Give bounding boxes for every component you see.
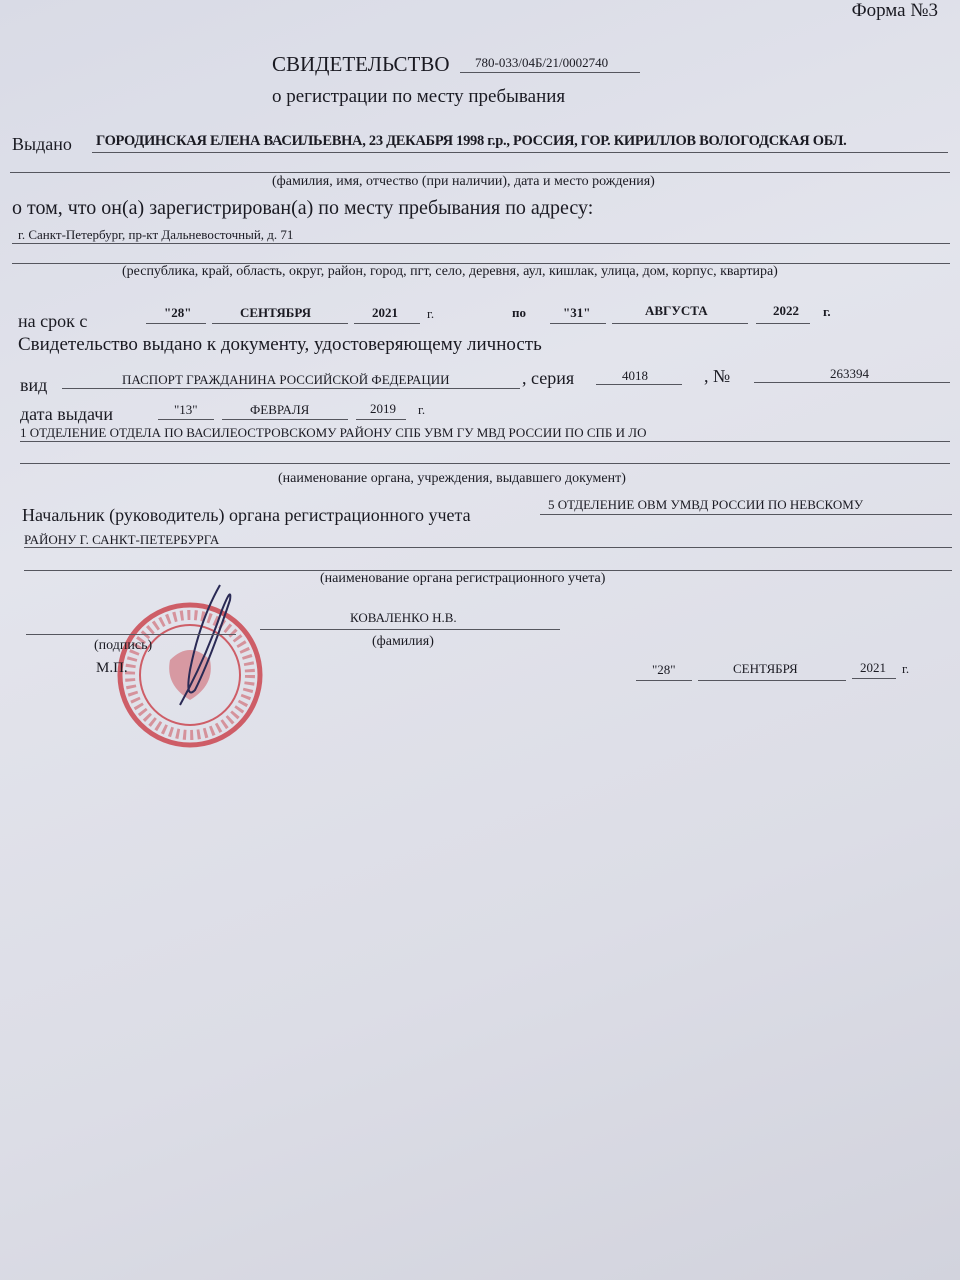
- issued-to-label: Выдано: [12, 134, 72, 154]
- period-to-year: 2022: [773, 303, 799, 318]
- underline: [10, 172, 950, 173]
- sign-date-day: "28": [652, 662, 676, 677]
- underline: [354, 323, 420, 324]
- doc-type-value: ПАСПОРТ ГРАЖДАНИНА РОССИЙСКОЙ ФЕДЕРАЦИИ: [122, 372, 450, 387]
- sign-date-suffix: г.: [902, 661, 910, 676]
- document-title: СВИДЕТЕЛЬСТВО: [272, 52, 450, 76]
- seal-label: М.П.: [96, 660, 128, 676]
- underline: [852, 678, 896, 679]
- underline: [20, 441, 950, 442]
- identity-heading: Свидетельство выдано к документу, удостоверяющему личность: [18, 334, 542, 355]
- underline: [158, 419, 214, 420]
- doc-issuer-value: 1 ОТДЕЛЕНИЕ ОТДЕЛА ПО ВАСИЛЕОСТРОВСКОМУ РАЙОНУ СПБ УВМ ГУ МВД РОССИИ ПО СПБ И ЛО: [20, 425, 647, 440]
- underline: [20, 463, 950, 464]
- authority-value-line2: РАЙОНУ Г. САНКТ-ПЕТЕРБУРГА: [24, 532, 220, 547]
- underline: [756, 323, 810, 324]
- underline: [754, 382, 950, 383]
- underline: [222, 419, 348, 420]
- underline: [62, 388, 520, 389]
- period-to-label: по: [512, 305, 526, 320]
- certificate-number: 780-033/04Б/21/0002740: [475, 55, 609, 70]
- underline: [612, 323, 748, 324]
- underline: [356, 419, 406, 420]
- surname-value: КОВАЛЕНКО Н.В.: [350, 610, 457, 625]
- authority-caption: (наименование органа регистрационного учета): [320, 571, 606, 586]
- doc-number-label: , №: [704, 366, 731, 386]
- issue-date-month: ФЕВРАЛЯ: [250, 402, 310, 417]
- address-caption: (республика, край, область, округ, район, город, пгт, село, деревня, аул, кишлак, улица, дом, корпус, квартира): [122, 264, 778, 279]
- issue-date-label: дата выдачи: [20, 404, 113, 424]
- underline: [92, 152, 948, 153]
- surname-caption: (фамилия): [372, 634, 434, 649]
- underline: [260, 629, 560, 630]
- authority-value-line1: 5 ОТДЕЛЕНИЕ ОВМ УМВД РОССИИ ПО НЕВСКОМУ: [548, 497, 864, 512]
- doc-series-label: , серия: [522, 368, 575, 388]
- authority-label: Начальник (руководитель) органа регистрационного учета: [22, 505, 471, 525]
- underline: [12, 243, 950, 244]
- underline: [26, 634, 236, 635]
- address-label: о том, что он(а) зарегистрирован(а) по месту пребывания по адресу:: [12, 197, 594, 219]
- period-from-month: СЕНТЯБРЯ: [240, 305, 312, 320]
- period-from-year: 2021: [372, 305, 398, 320]
- sign-date-year: 2021: [860, 660, 886, 675]
- year-suffix: г.: [823, 304, 831, 319]
- underline: [212, 323, 348, 324]
- doc-number-value: 263394: [830, 366, 869, 381]
- doc-issuer-caption: (наименование органа, учреждения, выдавшего документ): [278, 471, 626, 486]
- period-to-day: "31": [563, 305, 591, 320]
- underline: [596, 384, 682, 385]
- underline: [698, 680, 846, 681]
- issued-to-caption: (фамилия, имя, отчество (при наличии), дата и место рождения): [272, 174, 655, 189]
- issue-date-suffix: г.: [418, 402, 426, 417]
- period-to-month: АВГУСТА: [645, 303, 708, 318]
- issue-date-year: 2019: [370, 401, 396, 416]
- form-label: Форма №3: [851, 0, 938, 21]
- period-from-label: на срок с: [18, 311, 88, 331]
- address-value: г. Санкт-Петербург, пр-кт Дальневосточный, д. 71: [18, 227, 294, 242]
- underline: [24, 547, 952, 548]
- period-from-day: "28": [164, 305, 192, 320]
- document-subtitle: о регистрации по месту пребывания: [272, 86, 566, 107]
- underline: [146, 323, 206, 324]
- underline: [460, 72, 640, 73]
- underline: [540, 514, 952, 515]
- year-suffix: г.: [427, 306, 435, 321]
- issued-to-value: ГОРОДИНСКАЯ ЕЛЕНА ВАСИЛЬЕВНА, 23 ДЕКАБРЯ 1998 г.р., РОССИЯ, ГОР. КИРИЛЛОВ ВОЛОГОДСКАЯ ОБЛ.: [96, 133, 847, 149]
- underline: [636, 680, 692, 681]
- doc-type-label: вид: [20, 375, 48, 395]
- doc-series-value: 4018: [622, 368, 648, 383]
- handwritten-signature: [160, 580, 250, 710]
- sign-date-month: СЕНТЯБРЯ: [733, 661, 798, 676]
- underline: [550, 323, 606, 324]
- issue-date-day: "13": [174, 402, 198, 417]
- signature-caption: (подпись): [94, 638, 153, 653]
